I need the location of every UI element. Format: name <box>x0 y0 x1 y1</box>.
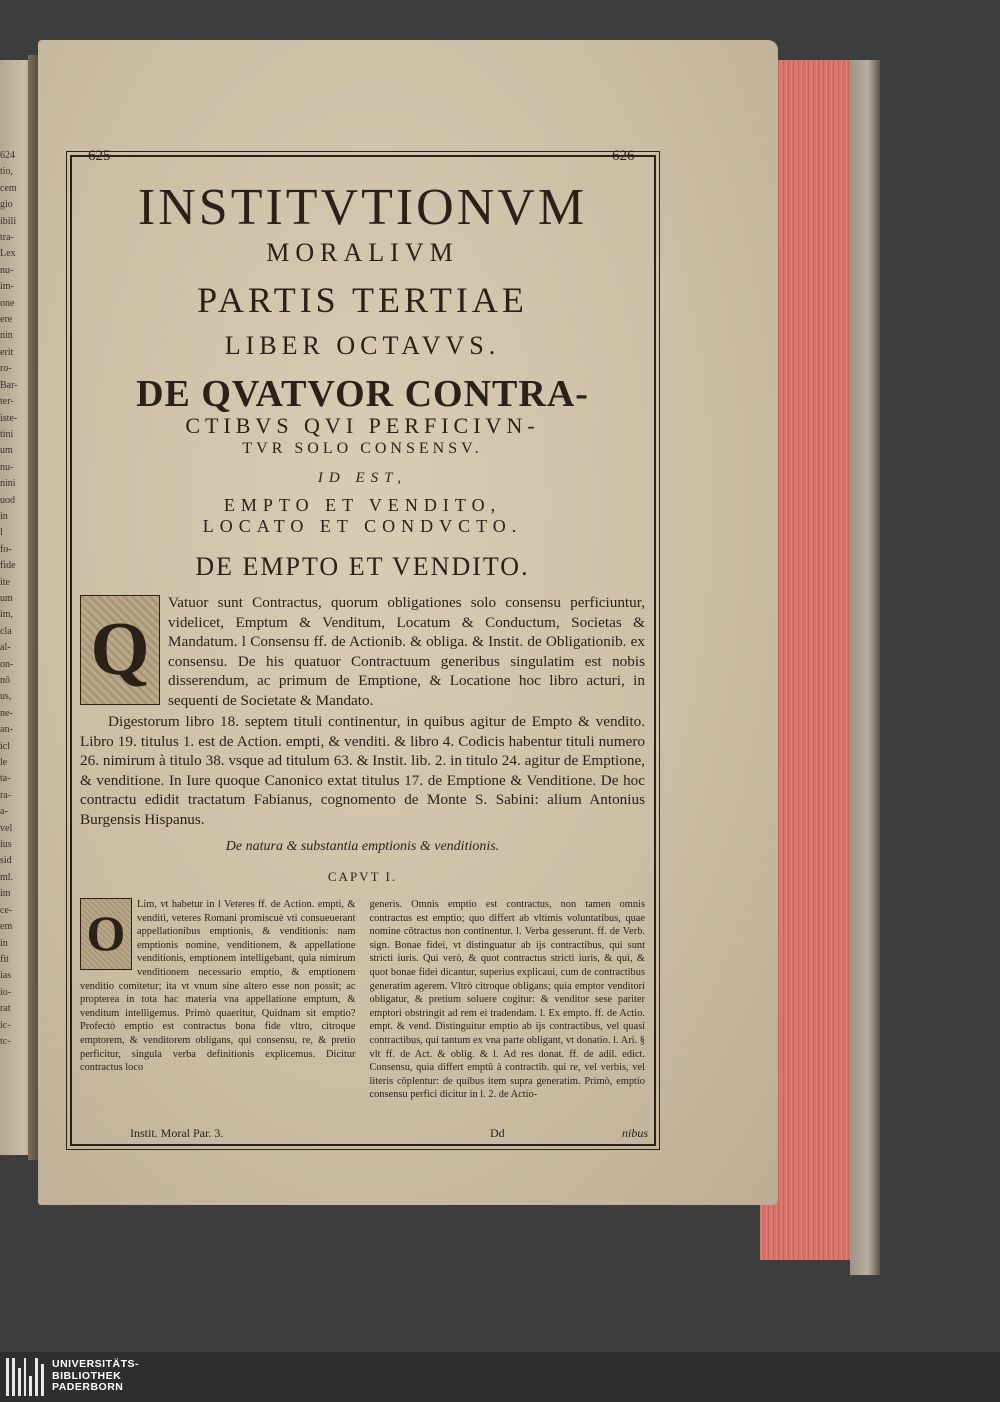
column-left-text: Lim, vt habetur in l Veteres ff. de Action. empti, & venditi, veteres Romani promiscuè vti consueuerant appellationibus emptionis, & venditionis: nam emptionis nomine, venditionem, & appellatione venditionis, emptionem intelligebant, quia nimirum venditionem necessario emptio, & emptionem venditio comitetur; ita vt vnum sine altero esse non possit; ac propterea in tota hac materia vna appellatione emptum, & venditum intelligemus. Primò quaeritur, Quidnam sit emptio? Profectò emptio est contractus bona fide vltro, citroque emptorem, & venditorem obligans, qui consensu, re, & pretio perficitur, singula verba definitionis explicemus. Dicitur contractus loco <box>80 899 356 1074</box>
left-page-fragment: ml. <box>0 871 14 883</box>
left-page-fragment: tra- <box>0 232 14 244</box>
column-left <box>80 898 356 1102</box>
left-page-fragment: ite <box>0 576 10 588</box>
intro-paragraph-text: Vatuor sunt Contractus, quorum obligationes solo consensu perficiuntur, videlicet, Emptum & Venditum, Locatum & Conductum, Societas & Mandatum. l Consensu ff. de Actionib. & obliga. & Instit. de Obligationib. ex consensu. De his quatuor Contractuum generibus singulatim est nobis disserendum, ac primum de Emptione, & Locatione hoc libro acturi, in sequenti de Societate & Mandato. <box>168 594 645 709</box>
left-page-fragment: le <box>0 757 8 769</box>
title-liber-octavus: LIBER OCTAVVS. <box>224 331 501 360</box>
id-est-label: ID EST, <box>317 470 408 486</box>
left-page-fragment: fide <box>0 560 16 572</box>
left-page-fragment: im, <box>0 609 14 621</box>
ornamental-initial-o: O <box>80 898 132 970</box>
left-page-fragment: im <box>0 888 11 900</box>
page-number-right: 626 <box>612 148 635 164</box>
section-heading: DE EMPTO ET VENDITO. <box>195 552 530 581</box>
left-page-fragment: in <box>0 937 8 949</box>
page-content <box>80 180 645 1102</box>
logo-line-1: UNIVERSITÄTS- <box>52 1358 140 1370</box>
left-page-fragment: us, <box>0 691 12 703</box>
left-page-fragment: fo- <box>0 543 12 555</box>
left-page-fragment: ne- <box>0 707 13 719</box>
left-page-fragment: tio, <box>0 166 14 178</box>
left-page-fragment: sid <box>0 855 12 867</box>
left-page-fragment: vel <box>0 822 13 834</box>
ornamental-initial-q: Q <box>80 595 160 705</box>
logo-line-3: PADERBORN <box>52 1381 124 1393</box>
left-page-fragment: Lex <box>0 248 16 260</box>
left-page-fragment: um <box>0 592 13 604</box>
left-page-fragment: cla <box>0 625 12 637</box>
title-partis-tertiae: PARTIS TERTIAE <box>197 280 528 320</box>
intro-paragraph <box>80 593 645 710</box>
left-page-fragment: gio <box>0 199 13 211</box>
left-page-fragment: an- <box>0 724 13 736</box>
left-page-fragment: a- <box>0 806 8 818</box>
chapter-subheading: De natura & substantia emptionis & venditionis. <box>225 839 500 854</box>
left-page-fragment: nu- <box>0 461 14 473</box>
footer-catchword: nibus <box>622 1126 649 1140</box>
left-page-fragment: al- <box>0 642 11 654</box>
left-page-fragment: ibili <box>0 215 17 227</box>
left-page-fragment: iste- <box>0 412 18 424</box>
column-right: generis. Omnis emptio est contractus, non tamen omnis contractus est emptio; quo differt ab vltimis voluntatibus, quae nomine cōtractus non continentur. l. Verba gesserunt. ff. de Verb. sign. Bonae fidei, vt distinguatur ab ijs contractibus, qui sunt stricti iuris. Qui verò, & quot contractus stricti iuris, & qui, & quot bonae fidei dicantur, superius explicaui, cum de contractibus generatim agerem. Vltrò citroque obligans; quia emptor venditori obligatur, & pretium soluere cogitur: & venditor sese pariter emptori obstringit ad rem ei tradendam. l. Ex empto. ff. de Actio. empt. & vend. Distinguitur emptio ab ijs contractibus, vel quasi contractibus, qui tantum ex vna parte obligant, vt donatio. l. Ari. § vlt ff. de Act. & oblig. & l. Ad res donat. ff. de adil. edict. Consensu, quia differt emptū à contractib. qui re, vel verbis, vel literis cōplentur: de quibus item supra generatim. Primò, emptio consensu perfici dicitur in l. 2. de Actio- <box>369 899 645 1101</box>
footer-gathering-mark: Dd <box>490 1126 505 1140</box>
book-cover-board <box>850 60 880 1275</box>
left-page-fragment: erit <box>0 346 14 358</box>
left-page-fragment: rat <box>0 1003 11 1015</box>
left-page-fragment: ter- <box>0 396 14 408</box>
left-page-fragment: ro- <box>0 363 12 375</box>
left-page-fragment: ius <box>0 839 12 851</box>
title-locato-conducto: LOCATO ET CONDVCTO. <box>202 516 523 536</box>
left-page-fragment: ere <box>0 314 13 326</box>
title-institutionum: INSTITVTIONVM <box>137 179 588 236</box>
title-moralium: MORALIVM <box>266 238 459 267</box>
page-number-left: 625 <box>88 148 111 164</box>
left-page-fragment: ic- <box>0 1019 11 1031</box>
footer-signature: Instit. Moral Par. 3. <box>130 1126 224 1140</box>
left-page-fragment: em <box>0 921 13 933</box>
left-page-fragment: tini <box>0 428 14 440</box>
title-tur-solo: TVR SOLO CONSENSV. <box>242 440 483 457</box>
left-page-text-fragments <box>0 148 30 1050</box>
left-page-fragment: tc- <box>0 1035 11 1047</box>
left-page-fragment: ta- <box>0 773 11 785</box>
left-page-fragment: uod <box>0 494 15 506</box>
left-page-fragment: one <box>0 297 15 309</box>
left-page-fragment: nini <box>0 478 16 490</box>
two-column-text <box>80 898 645 1102</box>
left-page-fragment: nō <box>0 675 10 686</box>
library-logo-bar <box>0 1352 1000 1402</box>
left-page-fragment: Bar- <box>0 379 18 391</box>
logo-line-2: BIBLIOTHEK <box>52 1369 122 1382</box>
left-page-fragment: l <box>0 527 3 539</box>
left-page-fragment: cem <box>0 182 17 194</box>
left-page-fragment: fit <box>0 953 9 965</box>
left-page-fragment: im- <box>0 281 14 293</box>
title-ctibus: CTIBVS QVI PERFICIVN- <box>185 413 540 438</box>
title-empto-vendito: EMPTO ET VENDITO, <box>223 495 502 515</box>
digest-paragraph: Digestorum libro 18. septem tituli continentur, in quibus agitur de Empto & vendito. Libro 19. titulus 1. est de Action. empti, & venditi. & libro 4. Codicis habentur tituli numero 26. nimirum à titulo 38. vsque ad titulum 63. & Instit. lib. 2. in titulo 24. agitur de Emptione, & venditione. In Iure quoque Canonico extat titulus 17. de Emptione & Venditione. De hoc contractu edidit tractatum Fabianus, cognomento de Monte S. Sabini: alium Antonius Burgensis Hispanus. <box>80 713 645 828</box>
left-page-fragment: nin <box>0 330 13 342</box>
left-page-fragment: 624 <box>0 150 15 161</box>
left-page-fragment: on- <box>0 658 14 670</box>
left-page-fragment: in <box>0 510 8 522</box>
left-page-fragment: nu- <box>0 264 14 276</box>
left-page-fragment: ra- <box>0 789 12 801</box>
title-de-quatuor: DE QVATVOR CONTRA- <box>136 373 589 415</box>
left-page-fragment: ce- <box>0 904 13 916</box>
left-page-fragment: ias <box>0 970 12 982</box>
chapter-number: CAPVT I. <box>327 869 398 884</box>
library-logo-text <box>52 1359 139 1394</box>
left-page-fragment: um <box>0 445 13 457</box>
left-page-fragment: io- <box>0 986 12 998</box>
library-logo-icon <box>6 1358 44 1396</box>
left-page-fragment: icl <box>0 740 10 752</box>
